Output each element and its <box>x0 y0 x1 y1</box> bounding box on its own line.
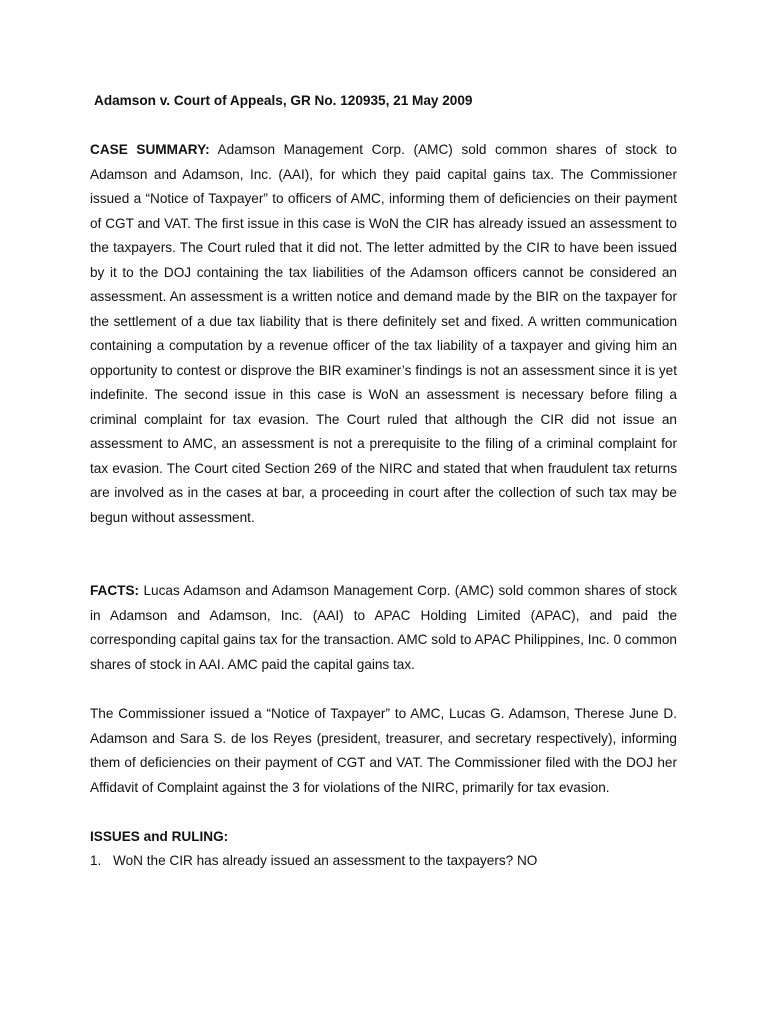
case-summary-text: Adamson Management Corp. (AMC) sold common shares of stock to Adamson and Adamson, Inc. (AAI), for which they paid capital gains tax. The Commissioner issued a “Notice of Taxpayer” to officers of AMC, informing them of deficiencies on their payment of CGT and VAT. The first issue in this case is WoN the CIR has already issued an assessment to the taxpayers. The Court ruled that it did not. The letter admitted by the CIR to have been issued by it to the DOJ containing the tax liabilities of the Adamson officers cannot be considered an assessment. An assessment is a written notice and demand made by the BIR on the taxpayer for the settlement of a due tax liability that is there definitely set and fixed. A written communication containing a computation by a revenue officer of the tax liability of a taxpayer and giving him an opportunity to contest or disprove the BIR examiner’s findings is not an assessment since it is yet indefinite. The second issue in this case is WoN an assessment is necessary before filing a criminal complaint for tax evasion. The Court ruled that although the CIR did not issue an assessment to AMC, an assessment is not a prerequisite to the filing of a criminal complaint for tax evasion. The Court cited Section 269 of the NIRC and stated that when fraudulent tax returns are involved as in the cases at bar, a proceeding in court after the collection of such tax may be begun without assessment. <box>90 142 677 525</box>
issue-number: 1. <box>90 853 102 868</box>
issue-text: WoN the CIR has already issued an assessment to the taxpayers? NO <box>113 853 538 868</box>
issue-list-item <box>90 849 537 873</box>
issues-heading: ISSUES and RULING: <box>90 829 229 844</box>
facts-paragraph <box>90 579 677 677</box>
case-summary-label: CASE SUMMARY: <box>90 142 210 157</box>
facts-text: Lucas Adamson and Adamson Management Corp. (AMC) sold common shares of stock in Adamson and Adamson, Inc. (AAI) to APAC Holding Limited (APAC), and paid the corresponding capital gains tax for the transaction. AMC sold to APAC Philippines, Inc. 0 common shares of stock in AAI. AMC paid the capital gains tax. <box>90 583 677 672</box>
notice-paragraph: The Commissioner issued a “Notice of Taxpayer” to AMC, Lucas G. Adamson, Therese June D. Adamson and Sara S. de los Reyes (president, treasurer, and secretary respectively), informing them of deficiencies on their payment of CGT and VAT. The Commissioner filed with the DOJ her Affidavit of Complaint against the 3 for violations of the NIRC, primarily for tax evasion. <box>90 706 677 795</box>
case-summary-paragraph <box>90 138 677 530</box>
facts-label: FACTS: <box>90 583 140 598</box>
document-title: Adamson v. Court of Appeals, GR No. 120935, 21 May 2009 <box>94 93 473 108</box>
